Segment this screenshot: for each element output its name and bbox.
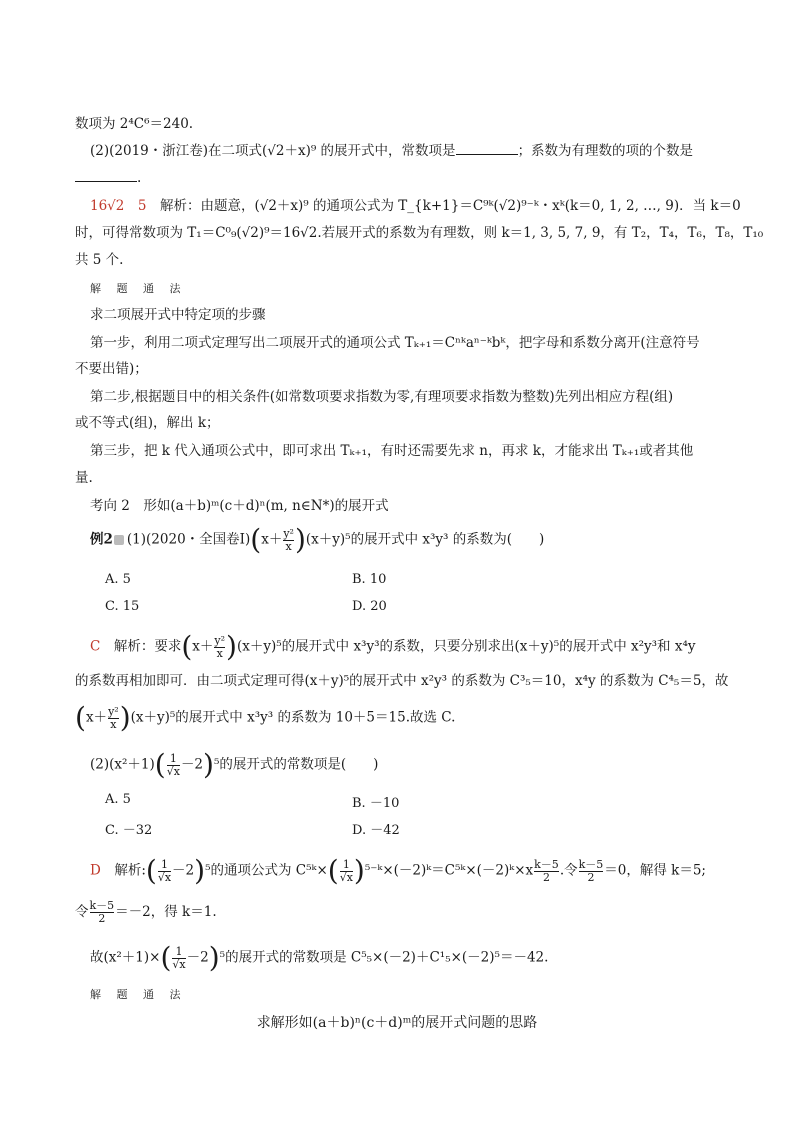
answer-value: 16√2 5 — [90, 198, 147, 214]
answer-value: D — [90, 862, 101, 879]
solution-line: 令 $\frac{k-5}{2}$ ＝－2，得 k＝1. — [75, 899, 217, 925]
solution-line: C 解析：要求(x＋ $\frac{\text{y²}}{x}$ )(x＋y)⁵的展开式中 x³y³的系数，只要分别求出(x＋y)⁵的展开式中 x²y³和 x⁴y — [90, 630, 696, 663]
fraction: $\frac{\text{y²}}{x}$ — [108, 704, 119, 731]
example-2-q2: (2)(x²＋1)( $\frac{1}{√x}$ －2)⁵的展开式的常数项是( ) — [90, 748, 379, 781]
section-heading: 求解形如(a＋b)ⁿ(c＋d)ᵐ的展开式问题的思路 — [256, 1015, 538, 1031]
step-1-cont: 不要出错)； — [75, 361, 148, 377]
source-text: (1)(2020・全国卷Ⅰ) — [126, 531, 251, 548]
question-2019 — [90, 141, 693, 161]
step-2-cont: 或不等式(组)，解出 k； — [75, 415, 220, 431]
question-text: (x＋y)⁵的展开式中 x³y³ 的系数为( ) — [305, 531, 545, 548]
direction-heading: 考向 2 形如(a＋b)ᵐ(c＋d)ⁿ(m, n∈N*)的展开式 — [90, 498, 389, 514]
solution-line: 共 5 个. — [75, 252, 124, 268]
step-1: 第一步，利用二项式定理写出二项展开式的通项公式 Tₖ₊₁＝Cⁿᵏaⁿ⁻ᵏbᵏ，把字母和系数分离开(注意符号 — [90, 335, 700, 351]
text-line: . — [75, 168, 141, 188]
example-2-q1: 例2 (1)(2020・全国卷Ⅰ)(x＋ $\frac{\text{y²}}{x}$ )(x＋y)⁵的展开式中 x³y³ 的系数为( ) — [90, 523, 545, 556]
fraction: $\frac{\text{y²}}{x}$ — [214, 633, 226, 660]
step-3: 第三步，把 k 代入通项公式中，即可求出 Tₖ₊₁，有时还需要先求 n，再求 k，才能求出 Tₖ₊₁或者其他 — [90, 443, 694, 459]
answer-blank — [75, 169, 137, 182]
answer-blank — [456, 142, 518, 155]
solution-text: 解析：由题意，(√2＋x)⁹ 的通项公式为 T_{k+1}＝C⁹ᵏ(√2)⁹⁻ᵏ・xᵏ(k＝0, 1, 2, …, 9)．当 k＝0 — [146, 198, 741, 214]
step-2: 第二步,根据题目中的相关条件(如常数项要求指数为零,有理项要求指数为整数)先列出相应方程(组) — [90, 389, 674, 405]
option-c: C. 15 — [105, 599, 140, 614]
fraction: $\frac{\text{y²}}{x}$ — [283, 526, 294, 553]
step-3-cont: 量. — [75, 470, 93, 486]
section-heading: 求二项展开式中特定项的步骤 — [90, 307, 266, 323]
option-b: B. －10 — [352, 796, 400, 811]
solution-line: D 解析:( $\frac{1}{√x}$ －2)⁵的通项公式为 C⁵ᵏ×( $\frac{1}{√x}$ )⁵⁻ᵏ×(－2)ᵏ＝C⁵ᵏ×(－2)ᵏ×x $\frac{k-5}{2}$ .令 $\frac{k-5}{2}$ ＝0，解得 k＝5; — [90, 854, 706, 887]
option-b: B. 10 — [352, 572, 387, 587]
text-line: 数项为 2⁴C⁶＝240. — [75, 116, 194, 132]
option-d: D. 20 — [352, 599, 387, 614]
option-c: C. －32 — [105, 823, 153, 838]
method-label: 解 题 通 法 — [90, 988, 187, 1001]
solution-line: (x＋ $\frac{\text{y²}}{x}$ )(x＋y)⁵的展开式中 x³y³ 的系数为 10＋5＝15.故选 C. — [75, 701, 456, 734]
solution-line: 时，可得常数项为 T₁＝C⁰₉(√2)⁹＝16√2.若展开式的系数为有理数，则 k＝1, 3, 5, 7, 9，有 T₂，T₄，T₆，T₈，T₁₀ — [75, 225, 764, 241]
pencil-icon — [114, 535, 124, 545]
method-label: 解 题 通 法 — [90, 282, 187, 295]
expr: x＋ — [261, 531, 283, 548]
fraction: $\frac{1}{√x}$ — [166, 751, 180, 778]
option-a: A. 5 — [105, 792, 131, 807]
solution-line: 故(x²＋1)×( $\frac{1}{√x}$ －2)⁵的展开式的常数项是 C⁵₅×(－2)＋C¹₅×(－2)⁵＝－42. — [90, 941, 549, 974]
question-text: ；系数为有理数的项的个数是 — [517, 143, 694, 159]
solution-line: 的系数再相加即可．由二项式定理可得(x＋y)⁵的展开式中 x²y³ 的系数为 C³₅＝10，x⁴y 的系数为 C⁴₅＝5，故 — [75, 673, 729, 689]
option-d: D. －42 — [352, 823, 400, 838]
solution-line — [90, 196, 741, 216]
option-a: A. 5 — [105, 572, 131, 587]
example-label: 例2 — [90, 531, 113, 548]
answer-value: C — [90, 638, 101, 655]
question-text: (2)(2019・浙江卷)在二项式(√2＋x)⁹ 的展开式中，常数项是 — [90, 143, 456, 159]
